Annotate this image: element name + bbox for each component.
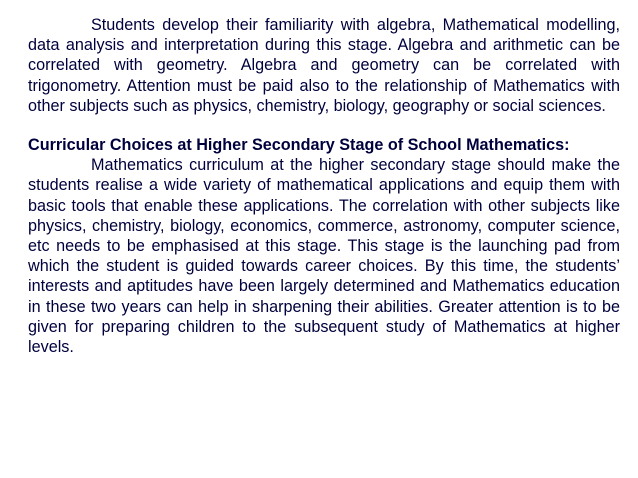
- section-paragraph: Mathematics curriculum at the higher secondary stage should make the students realise a wide variety of mathematical applications and equip them with basic tools that enable these applications. The correlation with other subjects like physics, chemistry, biology, economics, commerce, astronomy, computer science, etc needs to be emphasised at this stage. This stage is the launching pad from which the student is guided towards career choices. By this time, the students’ interests and aptitudes have been largely determined and Mathematics education in these two years can help in sharpening their abilities. Greater attention is to be given for preparing children to the subsequent study of Mathematics at higher levels.: [28, 156, 620, 357]
- paragraph-spacer: [28, 116, 620, 135]
- intro-paragraph: Students develop their familiarity with algebra, Mathematical modelling, data analysis and interpretation during this stage. Algebra and arithmetic can be correlated with geometry. Algebra and geometry can be correlated with trigonometry. Attention must be paid also to the relationship of Mathematics with other subjects such as physics, chemistry, biology, geography or social sciences.: [28, 16, 620, 115]
- section-heading: Curricular Choices at Higher Secondary Stage of School Mathematics:: [28, 136, 570, 155]
- document-slide: [28, 15, 620, 357]
